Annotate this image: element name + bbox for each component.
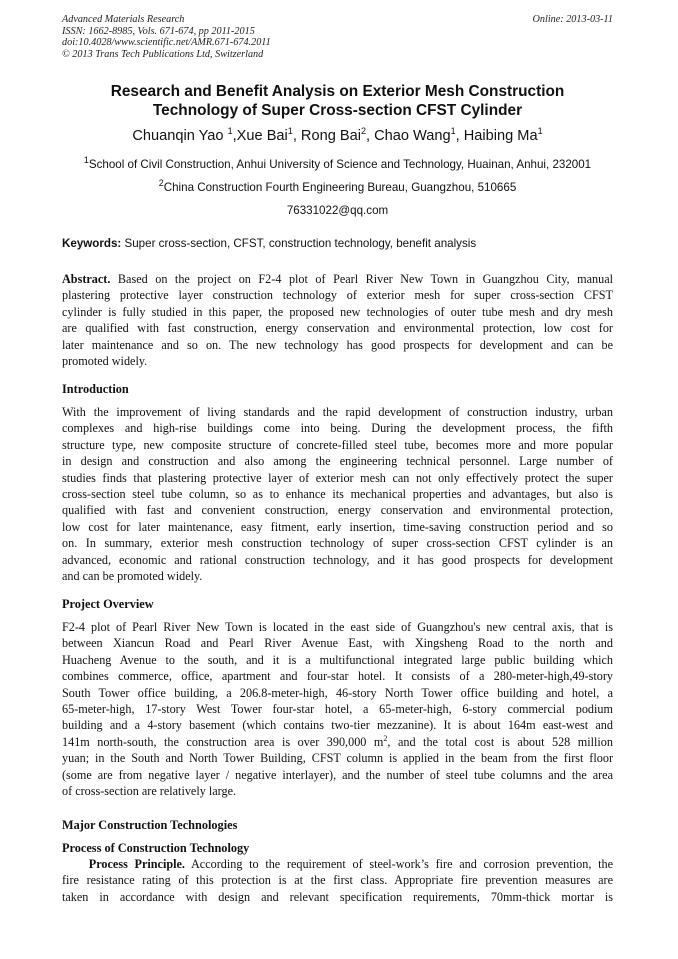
copyright-line: © 2013 Trans Tech Publications Ltd, Switzerland	[62, 48, 264, 60]
author-affiliation-mark: 1	[287, 126, 293, 137]
process-principle-label: Process Principle.	[88, 857, 185, 871]
project-overview-heading: Project Overview	[62, 597, 154, 611]
process-principle-body	[62, 856, 613, 905]
author-name: ,Xue Bai	[232, 128, 288, 144]
abstract-line: cylinder is fully studied in this paper, the proposed new technologies of outer tube mesh and dry mesh	[62, 304, 613, 319]
body-line: studies finds that plastering protective layer of exterior mesh can not only effectively protect the super	[62, 470, 613, 485]
author-name: , Chao Wang	[365, 128, 451, 144]
body-line	[62, 734, 613, 750]
body-line: fire resistance rating of this protection is at the first class. Appropriate fire prevention measures are	[62, 873, 613, 888]
body-line: structure type, new composite structure of concrete-filled steel tube, becomes more and more popular	[62, 437, 613, 452]
doi-line: doi:10.4028/www.scientific.net/AMR.671-674.2011	[62, 37, 271, 49]
process-subheading: Process of Construction Technology	[62, 841, 250, 855]
keywords	[62, 237, 613, 250]
cost-text: , and the total cost is about 528 million	[387, 734, 613, 749]
affiliation-1	[62, 155, 613, 171]
body-line: on. In summary, exterior mesh construction technology of super cross-section CFST cylinder is an	[62, 536, 613, 551]
body-line: between Xiancun Road and Pearl River Avenue East, with Xingsheng Road to the north and	[62, 636, 613, 651]
body-line: in design and construction and also among the engineering technical personnel. Large number of	[62, 454, 613, 469]
issn-line: ISSN: 1662-8985, Vols. 671-674, pp 2011-2015	[62, 25, 255, 37]
project-overview-body	[62, 619, 613, 799]
abstract-line: plastering protective layer construction technology of exterior mesh for super cross-section CFST	[62, 288, 613, 303]
body-line: qualified with fast and convenient construction, energy conservation and environmental protection,	[62, 503, 613, 518]
body-line: Huacheng Avenue to the south, and it is a multifunctional integrated large public building which	[62, 652, 613, 667]
affiliation-text: School of Civil Construction, Anhui University of Science and Technology, Huainan, Anhui, 232001	[88, 158, 592, 171]
abstract-text: Based on the project on F2-4 plot of Pearl River New Town in Guangzhou City, manual	[110, 272, 613, 286]
area-text: 141m north-south, the construction area is over 390,000 m	[62, 734, 384, 749]
introduction-body	[62, 404, 613, 584]
author-name: , Haibing Ma	[455, 128, 538, 144]
affiliation-text: China Construction Fourth Engineering Bureau, Guangzhou, 510665	[163, 181, 517, 194]
keywords-text: Super cross-section, CFST, construction technology, benefit analysis	[121, 237, 477, 250]
author-affiliation-mark: 1	[227, 126, 233, 137]
author-affiliation-mark: 1	[537, 126, 543, 137]
body-line: combines commerce, office, apartment and four-star hotel. It consists of a 280-meter-high,49-story	[62, 669, 613, 684]
process-principle-text: According to the requirement of steel-work’s fire and corrosion prevention, the	[184, 857, 613, 871]
journal-name: Advanced Materials Research	[62, 14, 185, 25]
affiliation-2	[62, 178, 613, 194]
affiliation-mark: 2	[158, 178, 164, 189]
abstract	[62, 271, 613, 369]
body-line: cross-section steel tube column, so as to enhance its mechanical properties and advantages, but also is	[62, 487, 613, 502]
title-line: Technology of Super Cross-section CFST Cylinder	[152, 102, 523, 119]
body-line: of cross-section are relatively large.	[62, 784, 237, 799]
journal-header	[62, 14, 271, 60]
body-line: yuan; in the South and North Tower Building, CFST column is applied in the beam from the first floor	[62, 751, 613, 766]
body-line: South Tower office building, a 206.8-meter-high, 46-story North Tower office building and hotel, a	[62, 685, 613, 700]
abstract-label: Abstract.	[62, 272, 111, 286]
author-list	[62, 128, 613, 144]
keywords-label: Keywords:	[62, 237, 122, 250]
abstract-line: promoted widely.	[62, 354, 148, 369]
author-name: , Rong Bai	[292, 128, 361, 144]
paper-title	[62, 82, 613, 120]
body-line: and can be promoted widely.	[62, 569, 203, 584]
online-date: Online: 2013-03-11	[532, 14, 613, 25]
body-line: 65-meter-high, 17-story West Tower four-star hotel, a 65-meter-high, 6-story commercial podium	[62, 702, 613, 717]
affiliation-mark: 1	[83, 155, 89, 166]
abstract-line	[62, 271, 613, 287]
body-line: building and a 4-story basement (which contains two-tier mezzanine). It is about 164m east-west and	[62, 718, 613, 733]
body-line: (some are from negative layer / negative interlayer), and the number of steel tube columns and the area	[62, 767, 613, 782]
author-affiliation-mark: 2	[360, 126, 366, 137]
body-line: advanced, economic and rational construction technology, and it has good prospects for development	[62, 552, 613, 567]
abstract-line: later maintenance and so on. The new technology has good prospects for development and can be	[62, 337, 613, 352]
author-email[interactable]: 76331022@qq.com	[286, 204, 389, 217]
abstract-line: are qualified with fast construction, energy conservation and environmental protection, low cost for	[62, 321, 613, 336]
author-name: Chuanqin Yao	[132, 128, 228, 144]
square-superscript: 2	[383, 733, 388, 743]
body-line: low cost for later maintenance, easy fitment, early insertion, time-saving construction period and so	[62, 519, 613, 534]
body-line: complexes and high-rise buildings come into being. During the development process, the fifth	[62, 421, 613, 436]
body-line	[62, 856, 613, 872]
introduction-heading: Introduction	[62, 382, 129, 396]
major-technologies-heading: Major Construction Technologies	[62, 818, 238, 832]
body-line: F2-4 plot of Pearl River New Town is located in the east side of Guangzhou's new central axis, that is	[62, 620, 613, 634]
title-line: Research and Benefit Analysis on Exterior Mesh Construction	[110, 83, 565, 100]
body-line: taken in accordance with design and relevant specification requirements, 70mm-thick mortar is	[62, 889, 613, 904]
body-line: With the improvement of living standards and the rapid development of construction industry, urban	[62, 405, 613, 419]
author-affiliation-mark: 1	[450, 126, 456, 137]
